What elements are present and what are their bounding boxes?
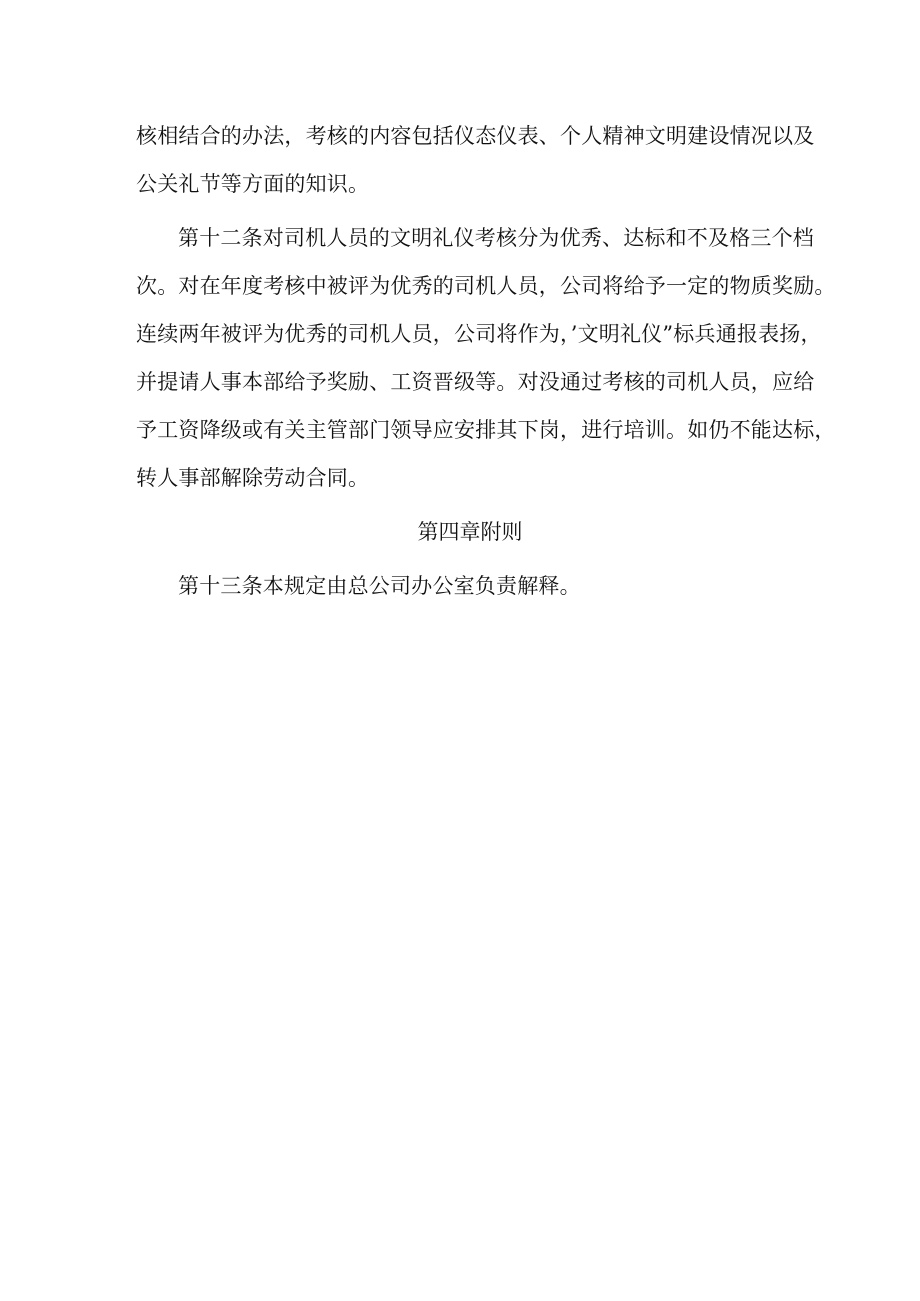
document-body xyxy=(136,112,836,610)
text-line: 核相结合的办法，考核的内容包括仪态仪表、个人精神文明建设情况以及 xyxy=(136,124,815,148)
paragraph-evaluation-method xyxy=(136,112,815,208)
text-line: 转人事部解除劳动合同。 xyxy=(136,466,370,490)
text-line: 第十二条对司机人员的文明礼仪考核分为优秀、达标和不及格三个档 xyxy=(178,226,814,250)
text-line: 第十三条本规定由总公司办公室负责解释。 xyxy=(178,574,581,598)
text-line: 予工资降级或有关主管部门领导应安排其下岗，进行培训。如仍不能达标， xyxy=(136,418,836,442)
paragraph-article-12 xyxy=(136,214,836,502)
text-line: 次。对在年度考核中被评为优秀的司机人员，公司将给予一定的物质奖励。 xyxy=(136,274,836,298)
text-line: 并提请人事本部给予奖励、工资晋级等。对没通过考核的司机人员，应给 xyxy=(136,370,815,394)
text-line: 公关礼节等方面的知识。 xyxy=(136,172,370,196)
chapter-heading: 第四章附则 xyxy=(417,520,523,544)
paragraph-article-13 xyxy=(136,562,804,610)
text-line: 连续两年被评为优秀的司机人员，公司将作为，’文明礼仪”标兵通报表扬， xyxy=(136,322,822,346)
